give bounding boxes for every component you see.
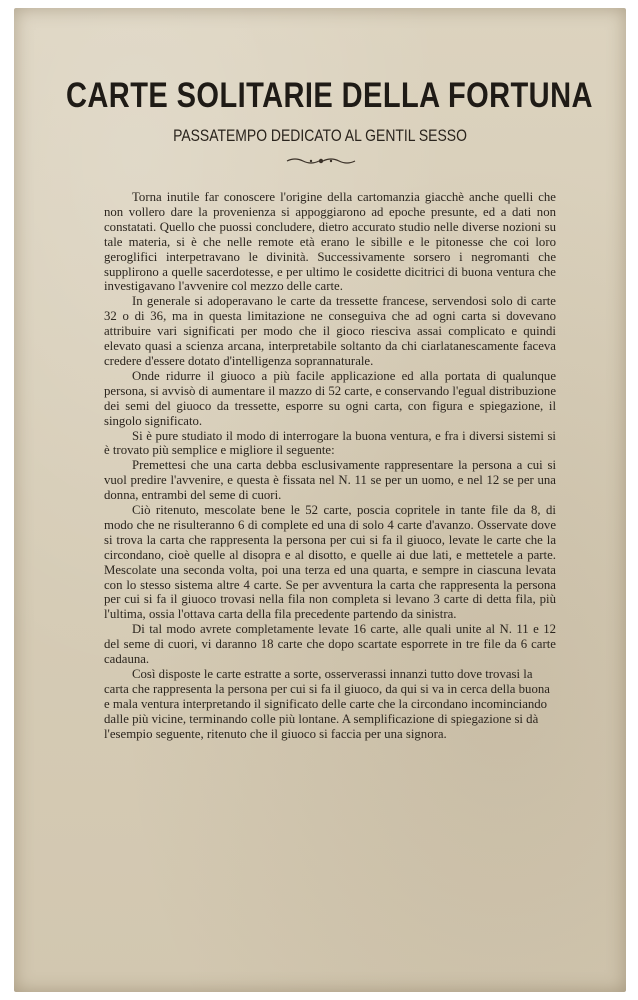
document-page: [14, 8, 626, 992]
paragraph: In generale si adoperavano le carte da tressette francese, servendosi solo di carte 32 o di 36, ma in questa limitazione ne conseguiva che ad ogni carta si dovevano attribuire vari significati per modo che il gioco riesciva assai complicato e quindi elevato quasi a scienza arcana, interpretabile soltanto da chi ciarlatanescamente faceva credere d'essere dotato d'intelligenza soprannaturale.: [104, 294, 556, 368]
page-subtitle: PASSATEMPO DEDICATO AL GENTIL SESSO: [173, 126, 467, 145]
paragraph: Ciò ritenuto, mescolate bene le 52 carte, poscia copritele in tante file da 8, di modo che ne risulteranno 6 di complete ed una di solo 4 carte d'avanzo. Osservate dove si trova la carta che rappresenta la persona per cui si fa il giuoco, levate le carte che la circondano, cioè quelle al disopra e al disotto, e quelle ai due lati, e mettetele a parte. Mescolate una seconda volta, poi una terza ed una quarta, e sempre in ciascuna levata con lo stesso sistema altre 4 carte. Se per avventura la carta che rappresenta la persona per cui si fa il giuoco trovasi nella fila non completa si levano 3 carte di detta fila, più l'ultima, ossia l'ottava carta della fila precedente partendo da sinistra.: [104, 503, 556, 622]
paragraph: Così disposte le carte estratte a sorte, osserverassi innanzi tutto dove trovasi la carta che rappresenta la persona per cui si fa il giuoco, da qui si va in cerca della buona e mala ventura interpretando il significato delle carte che la circondano incominciando dalle più vicine, terminando colle più lontane. A semplificazione di spiegazione si dà l'esempio seguente, ritenuto che il giuoco si faccia per una signora.: [104, 667, 550, 741]
paragraph: Di tal modo avrete completamente levate 16 carte, alle quali unite al N. 11 e 12 del seme di cuori, vi daranno 18 carte che dopo scartate esporrete in tre file da 6 carte cadauna.: [104, 622, 556, 667]
paragraph: Onde ridurre il giuoco a più facile applicazione ed alla portata di qualunque persona, si avvisò di aumentare il mazzo di 52 carte, e conservando l'egual distribuzione dei semi del giuoco da tressette, esporre su ogni carta, con figura e spiegazione, il singolo significato.: [104, 368, 556, 428]
paragraph: Torna inutile far conoscere l'origine della cartomanzia giacchè anche quelli che non vollero dare la provenienza si appoggiarono ad epoche presunte, ed a dati non constatati. Quello che puossi concludere, dietro accurato studio nelle diverse nozioni su tale materia, si è che nelle remote età erano le sibille e le pitonesse che coi loro geroglifici interpetravano le divinità. Successivamente sorsero i negromanti che supplirono a quelle sacerdotesse, e per ultimo le cosidette dicitrici di buona ventura che investigavano l'avvenire col mezzo delle carte.: [104, 190, 556, 294]
document-body: [104, 190, 556, 742]
page-title: CARTE SOLITARIE DELLA FORTUNA: [66, 76, 593, 115]
paragraph: Premettesi che una carta debba esclusivamente rappresentare la persona a cui si vuol predire l'avvenire, e questa è fissata nel N. 11 se per un uomo, e nel 12 se per una donna, entrambi del seme di cuori.: [104, 458, 556, 503]
decorative-flourish-icon: [285, 154, 357, 168]
paragraph: Si è pure studiato il modo di interrogare la buona ventura, e fra i diversi sistemi si è trovato più semplice e migliore il seguente:: [104, 428, 556, 458]
